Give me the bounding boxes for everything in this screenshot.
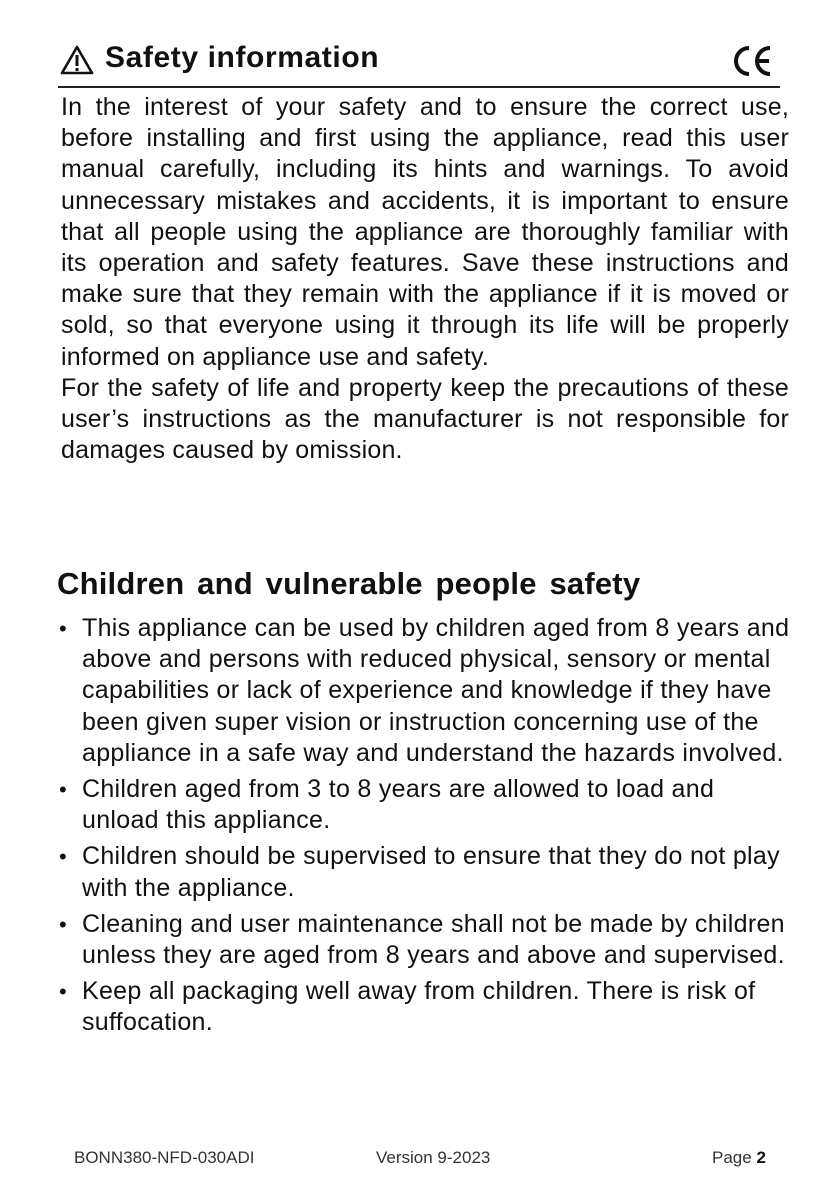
bullet-icon: • <box>59 777 68 803</box>
warning-triangle-icon <box>60 44 94 76</box>
list-item <box>58 774 794 836</box>
bullet-icon: • <box>59 979 68 1005</box>
list-item-text: Children should be supervised to ensure that they do not play with the appliance. <box>82 842 780 902</box>
page-number: 2 <box>756 1148 766 1167</box>
list-item-text: Cleaning and user maintenance shall not be made by children unless they are aged from 8 years and above and supervised. <box>82 909 785 970</box>
ce-mark-icon <box>730 44 774 78</box>
page-title: Safety information <box>105 41 380 74</box>
list-item <box>58 841 794 903</box>
footer-version: Version 9-2023 <box>376 1148 491 1167</box>
bullet-icon: • <box>59 616 68 641</box>
footer-page-number <box>712 1148 766 1168</box>
safety-bullet-list <box>58 613 794 1044</box>
intro-text <box>61 92 789 466</box>
list-item-text: Children aged from 3 to 8 years are allowed to load and unload this appliance. <box>82 775 715 835</box>
section-heading: Children and vulnerable people safety <box>57 566 641 601</box>
bullet-icon: • <box>59 911 68 937</box>
list-item <box>58 976 794 1038</box>
intro-paragraph-1: In the interest of your safety and to ensure the correct use, before installing and first using the appliance, read this user manual carefully, including its hints and warnings. To avoid unnecessary mistakes and accidents, it is important to ensure that all people using the appliance are thoroughly familiar with its operation and safety features. Save these instructions and make sure that they remain with the appliance if it is moved or sold, so that everyone using it through its life will be properly informed on appliance use and safety. <box>61 93 789 371</box>
intro-paragraph-2: For the safety of life and property keep the precautions of these user’s instructions as the manufacturer is not responsible for damages caused by omission. <box>61 373 789 465</box>
page-header <box>58 40 780 84</box>
list-item-text: Keep all packaging well away from children. There is risk of suffocation. <box>82 977 756 1037</box>
list-item <box>58 909 794 971</box>
list-item <box>58 613 794 769</box>
footer-model-number: BONN380-NFD-030ADI <box>74 1148 255 1167</box>
page-label: Page <box>712 1148 752 1167</box>
list-item-text: This appliance can be used by children aged from 8 years and above and persons with reduced physical, sensory or mental capabilities or lack of experience and knowledge if they have been given super vision or instruction concerning use of the appliance in a safe way and understand the hazards involved. <box>82 614 790 767</box>
header-divider <box>58 86 780 88</box>
bullet-icon: • <box>59 844 68 870</box>
